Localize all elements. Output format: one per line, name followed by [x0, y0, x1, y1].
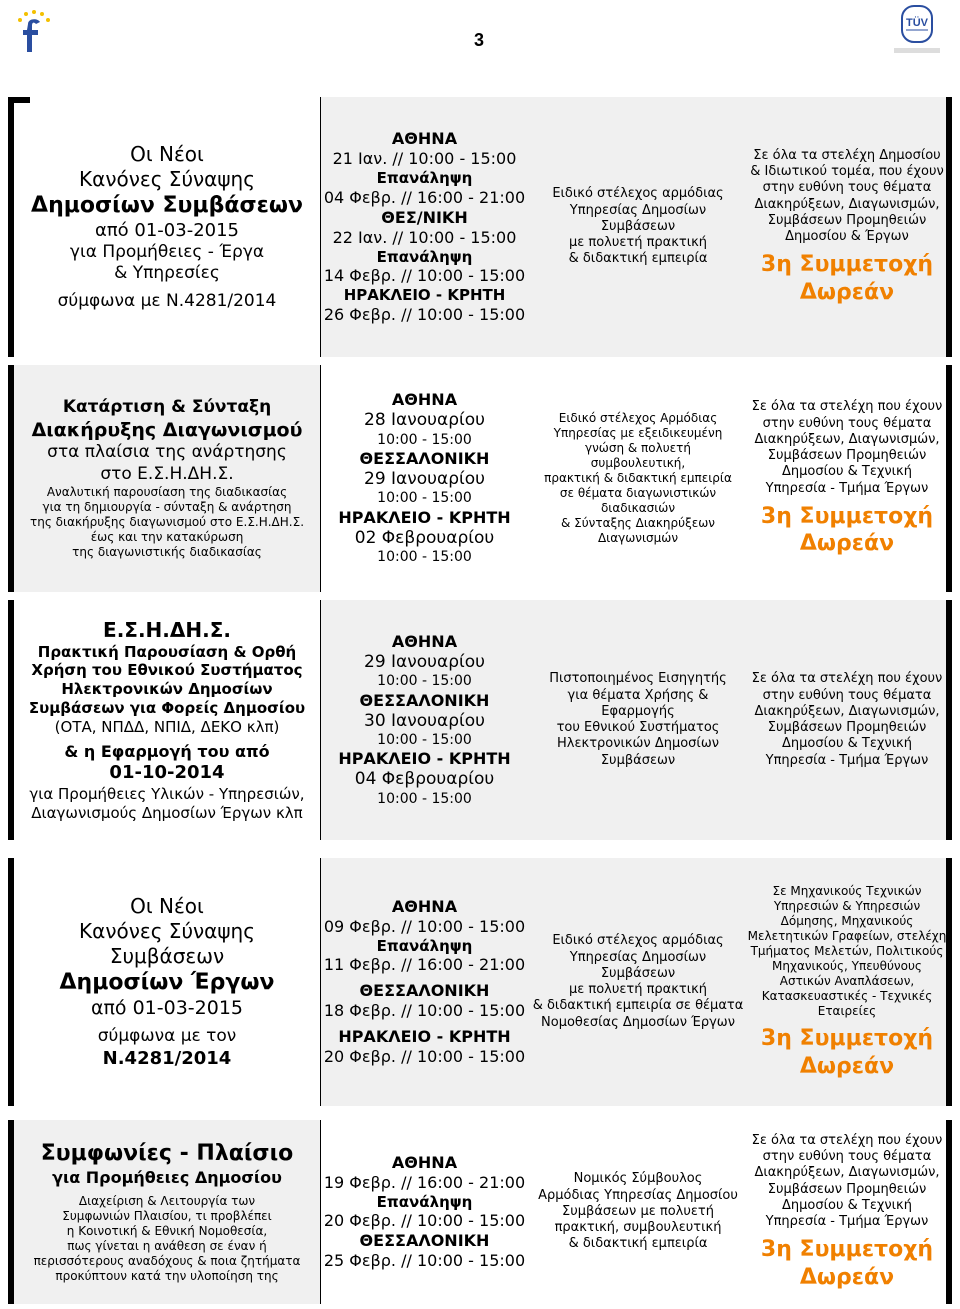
audience-line: Συμβάσεων Προμηθειών — [767, 720, 927, 735]
time-line: 10:00 - 15:00 — [377, 790, 472, 807]
date-line: 20 Φεβρ. // 10:00 - 15:00 — [323, 1047, 526, 1067]
audience-info — [748, 97, 946, 357]
fee-offer: Δωρεάν — [799, 1264, 895, 1290]
instructor-line: συμβουλευτική, — [590, 456, 686, 470]
title-line: για Προμήθειες - Έργα — [69, 242, 265, 263]
brand-logo — [12, 8, 60, 56]
city-label: ΑΘΗΝΑ — [391, 896, 458, 916]
course-row-1 — [8, 97, 952, 357]
audience-line: Τμήματος Μελετών, Πολιτικούς — [750, 944, 944, 958]
audience-line: & Ιδιωτικού τομέα, που έχουν — [750, 164, 944, 179]
audience-line: στην ευθύνη τους θέματα — [762, 1149, 932, 1164]
course-title — [14, 365, 320, 592]
audience-line: Σε όλα τα στελέχη που έχουν — [751, 1132, 943, 1148]
audience-line: Υπηρεσία - Τμήμα Έργων — [765, 1214, 929, 1229]
audience-line: Υπηρεσιών & Υπηρεσιών — [773, 899, 921, 913]
instructor-line: με πολυετή πρακτική — [568, 235, 708, 251]
city-label: ΘΕΣ/ΝΙΚΗ — [381, 207, 468, 227]
svg-text:TÜV: TÜV — [906, 17, 928, 29]
time-line: 10:00 - 15:00 — [377, 549, 472, 566]
date-line: 30 Ιανουαρίου — [364, 710, 485, 731]
city-label: ΑΘΗΝΑ — [391, 390, 458, 410]
instructor-line: Υπηρεσίας Δημοσίων — [569, 202, 707, 218]
title-line: Δημοσίων Συμβάσεων — [31, 193, 303, 219]
date-line: 29 Ιανουαρίου — [364, 469, 485, 490]
audience-line: Δημοσίου & Τεχνική — [782, 464, 912, 480]
fee-offer: Δωρεάν — [799, 279, 895, 305]
course-dates — [320, 1120, 528, 1304]
instructor-line: Εφαρμογής — [601, 703, 675, 719]
title-line: Συμβάσεων — [109, 944, 225, 968]
date-line: 20 Φεβρ. // 10:00 - 15:00 — [323, 1211, 526, 1231]
city-label: ΘΕΣΣΑΛΟΝΙΚΗ — [359, 1231, 490, 1251]
repeat-label: Επανάληψη — [376, 936, 473, 955]
instructor-line: Συμβάσεων — [600, 752, 676, 768]
title-line: περισσότερους αναδόχους & ποια ζητήματα — [33, 1253, 301, 1268]
date-line: 11 Φεβρ. // 16:00 - 21:00 — [323, 955, 526, 975]
city-label: ΗΡΑΚΛΕΙΟ - ΚΡΗΤΗ — [343, 286, 506, 305]
instructor-info — [528, 97, 748, 357]
title-line: & η Εφαρμογή του από — [64, 742, 270, 762]
title-line: Πρακτική Παρουσίαση & Ορθή — [37, 642, 297, 661]
instructor-line: με πολυετή πρακτική — [568, 982, 708, 997]
city-label: ΑΘΗΝΑ — [391, 128, 458, 148]
audience-line: Διακηρύξεων, Διαγωνισμών, — [754, 196, 940, 212]
date-line: 25 Φεβρ. // 10:00 - 15:00 — [323, 1251, 526, 1271]
title-line: Συμφωνίες - Πλαίσιο — [40, 1141, 294, 1167]
title-line: Δημοσίων Έργων — [59, 970, 275, 995]
course-dates — [320, 600, 528, 840]
title-line: στο Ε.Σ.Η.ΔΗ.Σ. — [100, 463, 234, 484]
audience-line: Σε όλα τα στελέχη Δημοσίου — [753, 147, 941, 163]
audience-line: Σε όλα τα στελέχη που έχουν — [751, 399, 943, 415]
title-line: Διαχείριση & Λειτουργία των — [78, 1193, 256, 1208]
title-line: Οι Νέοι — [130, 142, 204, 167]
title-line: για τη δημιουργία - σύνταξη & ανάρτηση — [42, 499, 292, 514]
repeat-label: Επανάληψη — [376, 1192, 473, 1211]
instructor-line: Πιστοποιημένος Εισηγητής — [549, 671, 727, 687]
instructor-line: Νομικός Σύμβουλος — [573, 1171, 703, 1187]
city-label: ΗΡΑΚΛΕΙΟ - ΚΡΗΤΗ — [338, 1027, 511, 1047]
title-line: σύμφωνα με τον — [97, 1026, 237, 1047]
time-line: 10:00 - 15:00 — [377, 673, 472, 690]
audience-line: Δημοσίου & Έργων — [785, 229, 909, 244]
instructor-line: Αρμόδιας Υπηρεσίας Δημοσίου — [538, 1187, 738, 1203]
date-line: 29 Ιανουαρίου — [364, 651, 485, 672]
title-line: Συμφωνιών Πλαισίου, τι προβλέπει — [62, 1208, 272, 1223]
date-line: 21 Ιαν. // 10:00 - 15:00 — [332, 148, 517, 168]
date-line: 28 Ιανουαρίου — [364, 410, 485, 431]
title-line: 01-10-2014 — [109, 762, 225, 784]
fee-offer: 3η Συμμετοχή — [760, 1026, 934, 1051]
audience-info — [748, 858, 946, 1106]
course-row-2 — [8, 365, 952, 592]
instructor-info — [528, 858, 748, 1106]
title-line: Χρήση του Εθνικού Συστήματος — [31, 661, 303, 680]
audience-line: Μελετητικών Γραφείων, στελέχη — [747, 929, 947, 943]
city-label: ΘΕΣΣΑΛΟΝΙΚΗ — [359, 449, 490, 469]
title-line: Κανόνες Σύναψης — [79, 167, 255, 192]
date-line: 18 Φεβρ. // 10:00 - 15:00 — [323, 1001, 526, 1021]
audience-line: στην ευθύνη τους θέματα — [762, 415, 932, 431]
audience-line: Συμβάσεων Προμηθειών — [767, 1181, 927, 1197]
instructor-info — [528, 1120, 748, 1304]
fee-offer: 3η Συμμετοχή — [760, 503, 934, 529]
title-line: προκύπτουν κατά την υλοποίηση της — [55, 1268, 279, 1283]
title-line: της διαγωνιστικής διαδικασίας — [72, 544, 262, 559]
audience-line: στην ευθύνη τους θέματα — [762, 180, 932, 196]
instructor-line: Συμβάσεων — [600, 218, 676, 234]
time-line: 10:00 - 15:00 — [377, 431, 472, 448]
date-line: 22 Ιαν. // 10:00 - 15:00 — [332, 227, 517, 247]
city-label: ΗΡΑΚΛΕΙΟ - ΚΡΗΤΗ — [338, 507, 511, 527]
instructor-line: Συμβάσεων — [600, 965, 676, 981]
instructor-line: & διδακτική εμπειρία — [568, 1236, 708, 1252]
audience-line: Συμβάσεων Προμηθειών — [767, 448, 927, 463]
audience-line: Διακηρύξεων, Διαγωνισμών, — [754, 431, 940, 447]
instructor-line: Υπηρεσίας με εξειδικευμένη — [553, 426, 723, 440]
course-row-4 — [8, 858, 952, 1106]
date-line: 14 Φεβρ. // 10:00 - 15:00 — [323, 266, 526, 286]
instructor-line: διαδικασιών — [600, 501, 676, 515]
instructor-line: γνώση & πολυετή — [585, 441, 691, 455]
title-line: Συμβάσεων για Φορείς Δημοσίου — [28, 698, 306, 717]
date-line: 19 Φεβρ. // 16:00 - 21:00 — [323, 1172, 526, 1192]
date-line: 09 Φεβρ. // 10:00 - 15:00 — [323, 916, 526, 936]
instructor-line: Ειδικό στέλεχος αρμόδιας — [552, 186, 724, 202]
audience-line: Σε Μηχανικούς Τεχνικών — [772, 884, 922, 898]
time-line: 10:00 - 15:00 — [377, 731, 472, 748]
audience-line: Συμβάσεων Προμηθειών — [767, 212, 927, 228]
instructor-line: πρακτική, συμβουλευτική — [554, 1220, 722, 1236]
title-line: η Κοινοτική & Εθνική Νομοθεσία, — [66, 1223, 268, 1238]
title-line: Ν.4281/2014 — [102, 1047, 232, 1069]
title-line: από 01-03-2015 — [90, 996, 244, 1019]
city-label: ΑΘΗΝΑ — [391, 631, 458, 651]
instructor-line: & Σύνταξης Διακηρύξεων — [560, 516, 716, 530]
course-title — [14, 1120, 320, 1304]
course-row-5 — [8, 1120, 952, 1304]
instructor-line: Ειδικό στέλεχος αρμόδιας — [552, 933, 724, 949]
audience-line: Μηχανικούς, Υπευθύνους — [772, 959, 922, 973]
course-dates — [320, 858, 528, 1106]
instructor-line: του Εθνικού Συστήματος — [556, 720, 720, 735]
audience-info — [748, 600, 946, 840]
instructor-line: πρακτική & διδακτική εμπειρία — [544, 471, 732, 485]
instructor-line: για θέματα Χρήσης & — [567, 687, 709, 703]
instructor-line: Ειδικό στέλεχος Αρμόδιας — [558, 411, 718, 425]
audience-info — [748, 365, 946, 592]
instructor-line: σε θέματα διαγωνιστικών — [559, 486, 717, 500]
audience-line: Διακηρύξεων, Διαγωνισμών, — [754, 703, 940, 719]
audience-line: στην ευθύνη τους θέματα — [762, 687, 932, 703]
title-line: για Προμήθειες Υλικών - Υπηρεσιών, — [29, 784, 305, 803]
title-line: Οι Νέοι — [130, 894, 204, 918]
title-line: έως και την κατακύρωση — [90, 529, 244, 544]
date-line: 02 Φεβρουαρίου — [354, 527, 495, 548]
fee-offer: Δωρεάν — [799, 1053, 895, 1079]
city-label: ΘΕΣΣΑΛΟΝΙΚΗ — [359, 690, 490, 710]
city-label: ΘΕΣΣΑΛΟΝΙΚΗ — [359, 981, 490, 1001]
instructor-info — [528, 365, 748, 592]
title-line: Ε.Σ.Η.ΔΗ.Σ. — [103, 617, 231, 642]
audience-line: Δόμησης, Μηχανικούς — [780, 914, 914, 928]
instructor-line: Υπηρεσίας Δημοσίων — [569, 949, 707, 965]
certification-logo — [884, 4, 950, 56]
audience-line: Δημοσίου & Τεχνική — [782, 736, 912, 752]
audience-line: Σε όλα τα στελέχη που έχουν — [751, 671, 943, 687]
repeat-label: Επανάληψη — [376, 247, 473, 266]
audience-line: Εταιρείες — [817, 1004, 877, 1018]
title-line: & Υπηρεσίες — [114, 263, 220, 284]
audience-line: Δημοσίου & Τεχνική — [782, 1197, 912, 1213]
title-line: της διακήρυξης διαγωνισμού στο Ε.Σ.Η.ΔΗ.Σ. — [29, 514, 305, 529]
title-line: Ηλεκτρονικών Δημοσίων — [61, 680, 273, 699]
title-line: Κανόνες Σύναψης — [79, 919, 255, 943]
audience-line: Υπηρεσία - Τμήμα Έργων — [765, 480, 929, 496]
instructor-line: Νομοθεσίας Δημοσίων Έργων — [541, 1014, 735, 1030]
page-number: 3 — [474, 30, 485, 50]
audience-line: Αστικών Αναπλάσεων, — [779, 974, 915, 988]
fee-offer: Δωρεάν — [799, 531, 895, 557]
instructor-info — [528, 600, 748, 840]
title-line: πως γίνεται η ανάθεση σε έναν ή — [67, 1238, 267, 1253]
course-row-3 — [8, 600, 952, 840]
audience-line: Κατασκευαστικές - Τεχνικές — [761, 989, 933, 1003]
instructor-line: Ηλεκτρονικών Δημοσίων — [557, 736, 719, 752]
repeat-label: Επανάληψη — [376, 168, 473, 187]
fee-offer: 3η Συμμετοχή — [760, 1237, 934, 1263]
title-line: από 01-03-2015 — [94, 219, 240, 241]
instructor-line: & διδακτική εμπειρία — [568, 251, 708, 267]
instructor-line: Συμβάσεων με πολυετή — [562, 1203, 714, 1219]
date-line: 04 Φεβρουαρίου — [354, 769, 495, 790]
date-line: 04 Φεβρ. // 16:00 - 21:00 — [323, 187, 526, 207]
title-line: Κατάρτιση & Σύνταξη — [62, 397, 272, 418]
title-line: για Προμήθειες Δημοσίου — [52, 1167, 282, 1187]
course-dates — [320, 97, 528, 357]
fee-offer: 3η Συμμετοχή — [760, 252, 934, 278]
title-line: Αναλυτική παρουσίαση της διαδικασίας — [46, 484, 288, 499]
instructor-line: & διδακτική εμπειρία σε θέματα — [532, 998, 744, 1014]
city-label: ΑΘΗΝΑ — [391, 1152, 458, 1172]
audience-info — [748, 1120, 946, 1304]
audience-line: Υπηρεσία - Τμήμα Έργων — [765, 752, 929, 768]
title-line: σύμφωνα με Ν.4281/2014 — [57, 290, 277, 311]
title-line: (ΟΤΑ, ΝΠΔΔ, ΝΠΙΔ, ΔΕΚΟ κλπ) — [54, 717, 280, 736]
course-dates — [320, 365, 528, 592]
title-line: στα πλαίσια της ανάρτησης — [47, 442, 287, 463]
course-title — [14, 858, 320, 1106]
instructor-line: Διαγωνισμών — [597, 531, 679, 545]
course-title — [14, 97, 320, 357]
title-line: Διακήρυξης Διαγωνισμού — [31, 418, 303, 441]
audience-line: Διακηρύξεων, Διαγωνισμών, — [754, 1165, 940, 1181]
city-label: ΗΡΑΚΛΕΙΟ - ΚΡΗΤΗ — [338, 749, 511, 769]
date-line: 26 Φεβρ. // 10:00 - 15:00 — [323, 305, 526, 325]
title-line: Διαγωνισμούς Δημοσίων Έργων κλπ — [31, 803, 303, 822]
time-line: 10:00 - 15:00 — [377, 490, 472, 507]
course-title — [14, 600, 320, 840]
